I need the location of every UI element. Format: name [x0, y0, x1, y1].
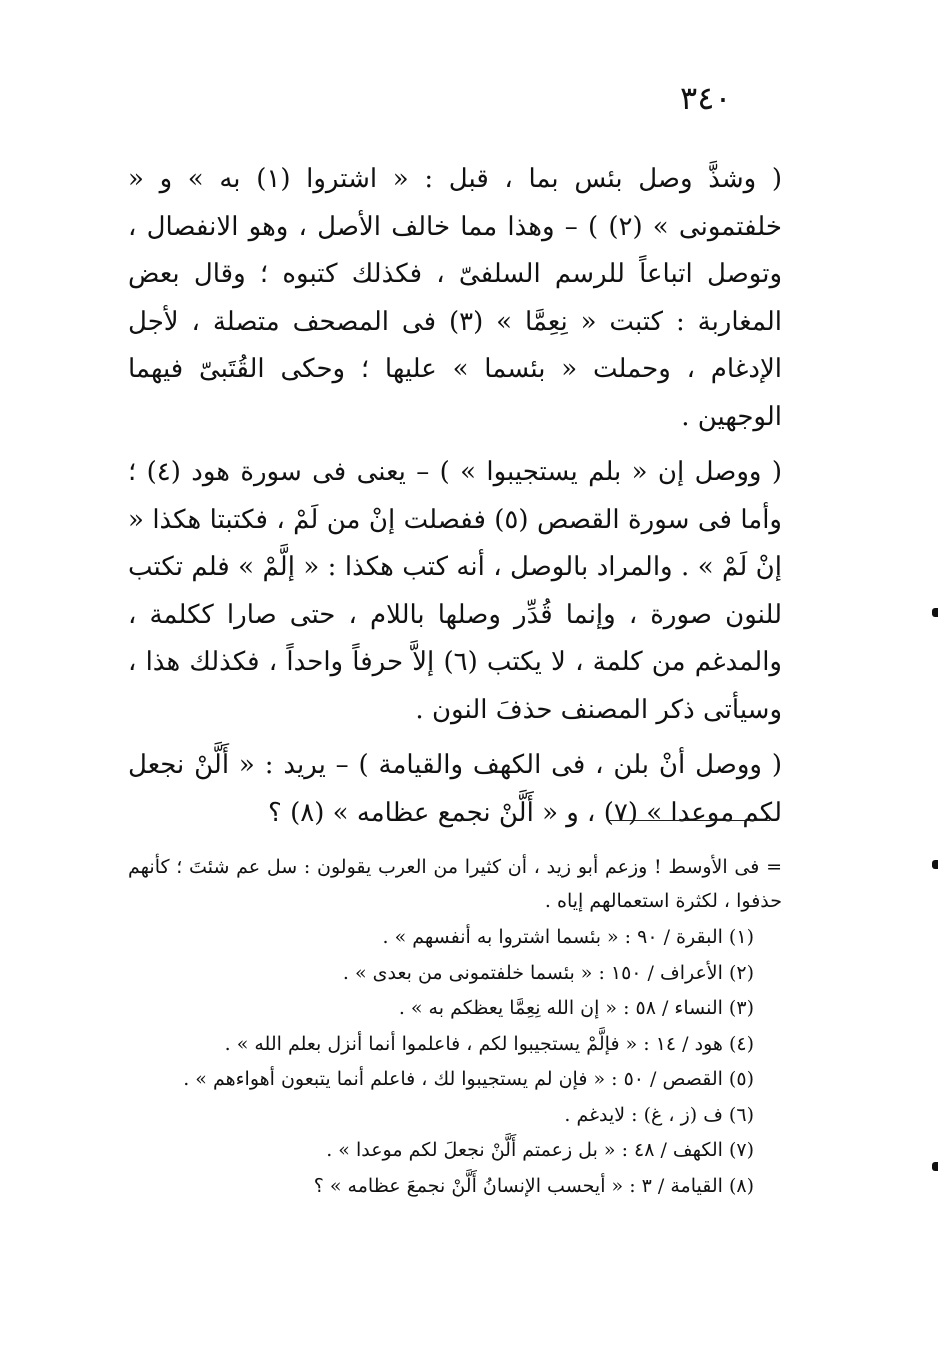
paragraph: ( ووصل إن « بلم يستجيبوا » ) – يعنى فى سورة هود (٤) ؛ وأما فى سورة القصص (٥) ففصلت إنْ من لَمْ ، فكتبتا هكذا « إنْ لَمْ » . والمراد بالوصل ، أنه كتب هكذا : « إلَّمْ » فلم تكتب للنون صورة ، وإنما قُدِّر وصلها باللام ، حتى صارا ككلمة ، والمدغم من كلمة ، لا يكتب (٦) إلاَّ حرفاً واحداً ، فكذلك هذا ، وسيأتى ذكر المصنف حذفَ النون . — [128, 457, 782, 725]
footnote-separator — [608, 820, 770, 821]
footnote-continuation: = فى الأوسط ! وزعم أبو زيد ، أن كثيرا من العرب يقولون : سل عم شئتَ ؛ كأنهم حذفوا ، لكثرة استعمالهم إياه . — [128, 856, 782, 912]
paragraph: ( ووصل أنْ بلن ، فى الكهف والقيامة ) – يريد : « أَلَّنْ نجعل لكم موعدا » (٧) ، و « أَلَّنْ نجمع عظامه » (٨) ؟ — [128, 750, 782, 828]
footnote-item: (٤) هود / ١٤ : « فإلَّمْ يستجيبوا لكم ، فاعلموا أنما أنزل بعلم الله » . — [224, 1032, 754, 1055]
footnote-item: (٣) النساء / ٥٨ : « إن الله نِعِمَّا يعظكم به » . — [398, 997, 754, 1019]
footnote-item: (١) البقرة / ٩٠ : « بئسما اشتروا به أنفسهم » . — [382, 926, 754, 948]
footnote-item: (٥) القصص / ٥٠ : « فإن لم يستجيبوا لك ، فاعلم أنما يتبعون أهواءهم » . — [183, 1068, 754, 1090]
paragraph: ( وشذَّ وصل بئس بما ، قبل : « اشتروا (١) به » و « خلفتمونى » (٢) ) – وهذا مما خالف الأصل ، وهو الانفصال ، وتوصل اتباعاً للرسم السلفىّ ، فكذلك كتبوه ؛ وقال بعض المغاربة : كتبت « نِعِمَّا » (٣) فى المصحف متصلة ، لأجل الإدغام ، وحملت « بئسما » عليها ؛ وحكى القُتَبىّ فيهما الوجهين . — [128, 164, 783, 432]
footnote-item: (٨) القيامة / ٣ : « أيحسب الإنسانُ أَلَّنْ نجمعَ عظامه » ؟ — [313, 1174, 754, 1197]
page-number: ٣٤٠ — [680, 79, 732, 117]
footnotes — [128, 850, 782, 1204]
footnote-item: (٢) الأعراف / ١٥٠ : « بئسما خلفتمونى من بعدى » . — [342, 961, 754, 984]
footnote-list — [128, 920, 782, 1204]
main-text — [128, 156, 782, 837]
footnote-item: (٧) الكهف / ٤٨ : « بل زعمتم أَلَّنْ نجعلَ لكم موعدا » . — [326, 1139, 754, 1161]
footnote-item: (٦) ف (ز ، غ) : لايدغم . — [564, 1103, 754, 1126]
scan-edge-mark — [932, 860, 938, 869]
scan-edge-mark — [932, 608, 938, 617]
scan-edge-mark — [932, 1162, 938, 1171]
